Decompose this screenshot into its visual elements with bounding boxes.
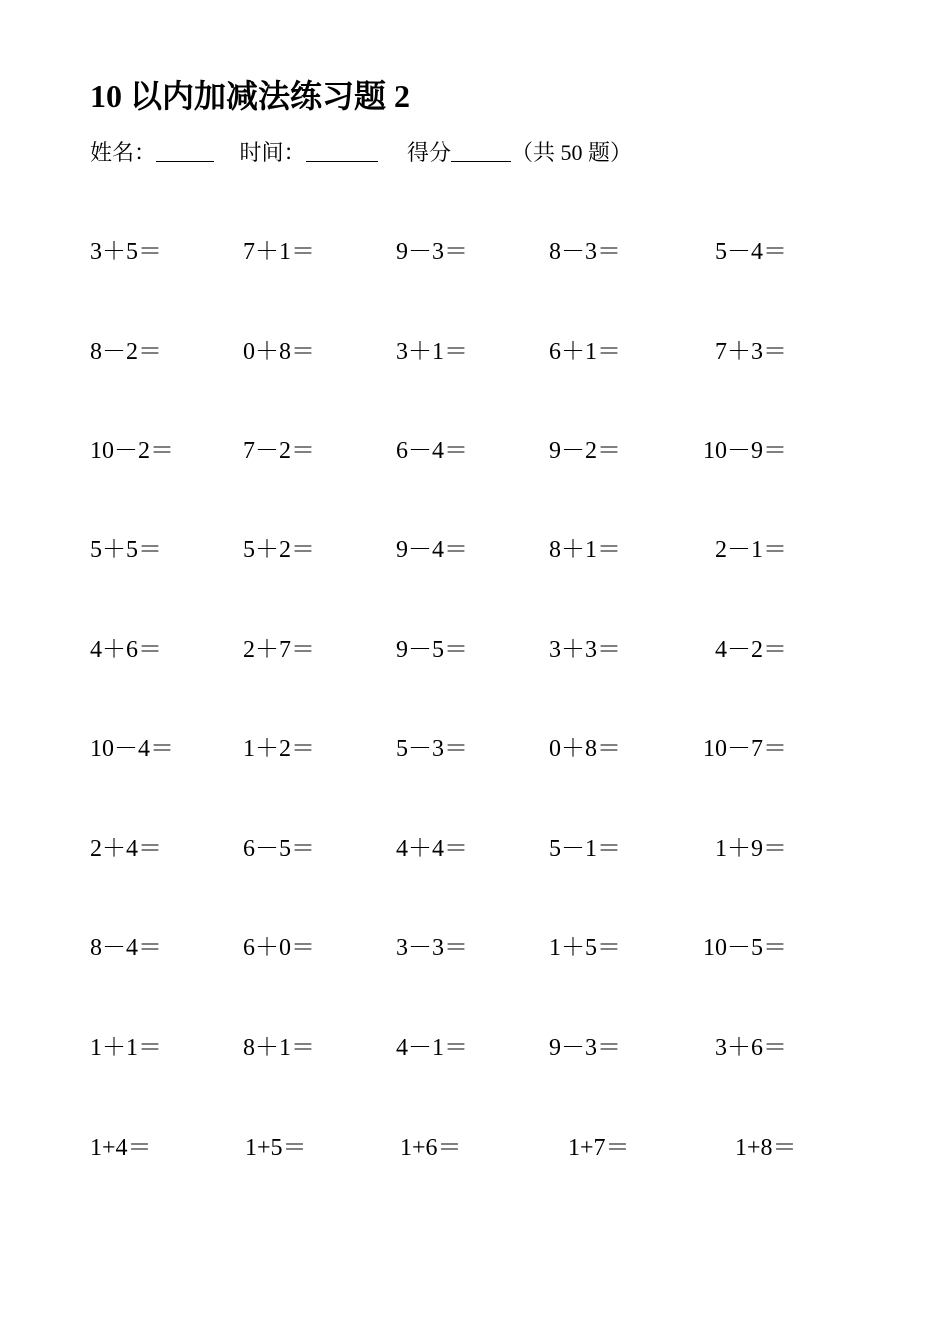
- problem-row: [0, 433, 950, 469]
- problem-row: [0, 632, 950, 668]
- problem: 1+6＝: [400, 1135, 462, 1161]
- score-label: 得分: [407, 140, 452, 165]
- problem: 4－1＝: [396, 1035, 468, 1061]
- score-blank[interactable]: [451, 139, 511, 162]
- problem: 10－2＝: [90, 438, 174, 464]
- problem: 5－1＝: [549, 836, 621, 862]
- time-label: 时间：: [239, 140, 306, 165]
- page-title: 10 以内加减法练习题 2: [90, 78, 411, 114]
- total-note: （共 50 题）: [511, 140, 633, 165]
- problem: 3＋6＝: [715, 1035, 787, 1061]
- problem-row: [0, 831, 950, 867]
- problem: 1+4＝: [90, 1135, 152, 1161]
- problem: 0＋8＝: [549, 736, 621, 762]
- problem: 7－2＝: [243, 438, 315, 464]
- problem: 9－3＝: [549, 1035, 621, 1061]
- problem: 8－2＝: [90, 339, 162, 365]
- problem: 2－1＝: [715, 537, 787, 563]
- problem: 4－2＝: [715, 637, 787, 663]
- problem: 1＋9＝: [715, 836, 787, 862]
- problem: 10－4＝: [90, 736, 174, 762]
- problem: 1+7＝: [568, 1135, 630, 1161]
- problem-row: [0, 532, 950, 568]
- problem: 2＋7＝: [243, 637, 315, 663]
- problem: 1＋2＝: [243, 736, 315, 762]
- problem: 8－3＝: [549, 239, 621, 265]
- problem: 9－4＝: [396, 537, 468, 563]
- problem-row: [0, 930, 950, 966]
- problem: 6＋1＝: [549, 339, 621, 365]
- problem: 3＋1＝: [396, 339, 468, 365]
- problem: 5＋5＝: [90, 537, 162, 563]
- problem: 9－2＝: [549, 438, 621, 464]
- problem: 8＋1＝: [243, 1035, 315, 1061]
- problem: 1＋1＝: [90, 1035, 162, 1061]
- problem: 10－7＝: [703, 736, 787, 762]
- name-blank[interactable]: [156, 139, 214, 162]
- problem-row: [0, 234, 950, 270]
- info-line: [90, 138, 632, 168]
- problem: 7＋1＝: [243, 239, 315, 265]
- problem: 0＋8＝: [243, 339, 315, 365]
- problem-row: [0, 1030, 950, 1066]
- problem: 4＋6＝: [90, 637, 162, 663]
- problem: 6－5＝: [243, 836, 315, 862]
- problem: 3＋3＝: [549, 637, 621, 663]
- problem: 4＋4＝: [396, 836, 468, 862]
- problem: 8＋1＝: [549, 537, 621, 563]
- problem: 5－3＝: [396, 736, 468, 762]
- problem: 1＋5＝: [549, 935, 621, 961]
- problem: 6＋0＝: [243, 935, 315, 961]
- time-blank[interactable]: [306, 139, 378, 162]
- problem: 10－5＝: [703, 935, 787, 961]
- problem: 3＋5＝: [90, 239, 162, 265]
- problem: 5＋2＝: [243, 537, 315, 563]
- problem: 5－4＝: [715, 239, 787, 265]
- problem: 9－3＝: [396, 239, 468, 265]
- problem-row: [0, 731, 950, 767]
- name-label: 姓名：: [90, 140, 157, 165]
- problem: 2＋4＝: [90, 836, 162, 862]
- problem: 8－4＝: [90, 935, 162, 961]
- problem: 9－5＝: [396, 637, 468, 663]
- problem: 1+8＝: [735, 1135, 797, 1161]
- problem-row: [0, 334, 950, 370]
- problem: 6－4＝: [396, 438, 468, 464]
- problem: 3－3＝: [396, 935, 468, 961]
- problem: 7＋3＝: [715, 339, 787, 365]
- problem: 10－9＝: [703, 438, 787, 464]
- problem-row: [0, 1130, 950, 1166]
- problem: 1+5＝: [245, 1135, 307, 1161]
